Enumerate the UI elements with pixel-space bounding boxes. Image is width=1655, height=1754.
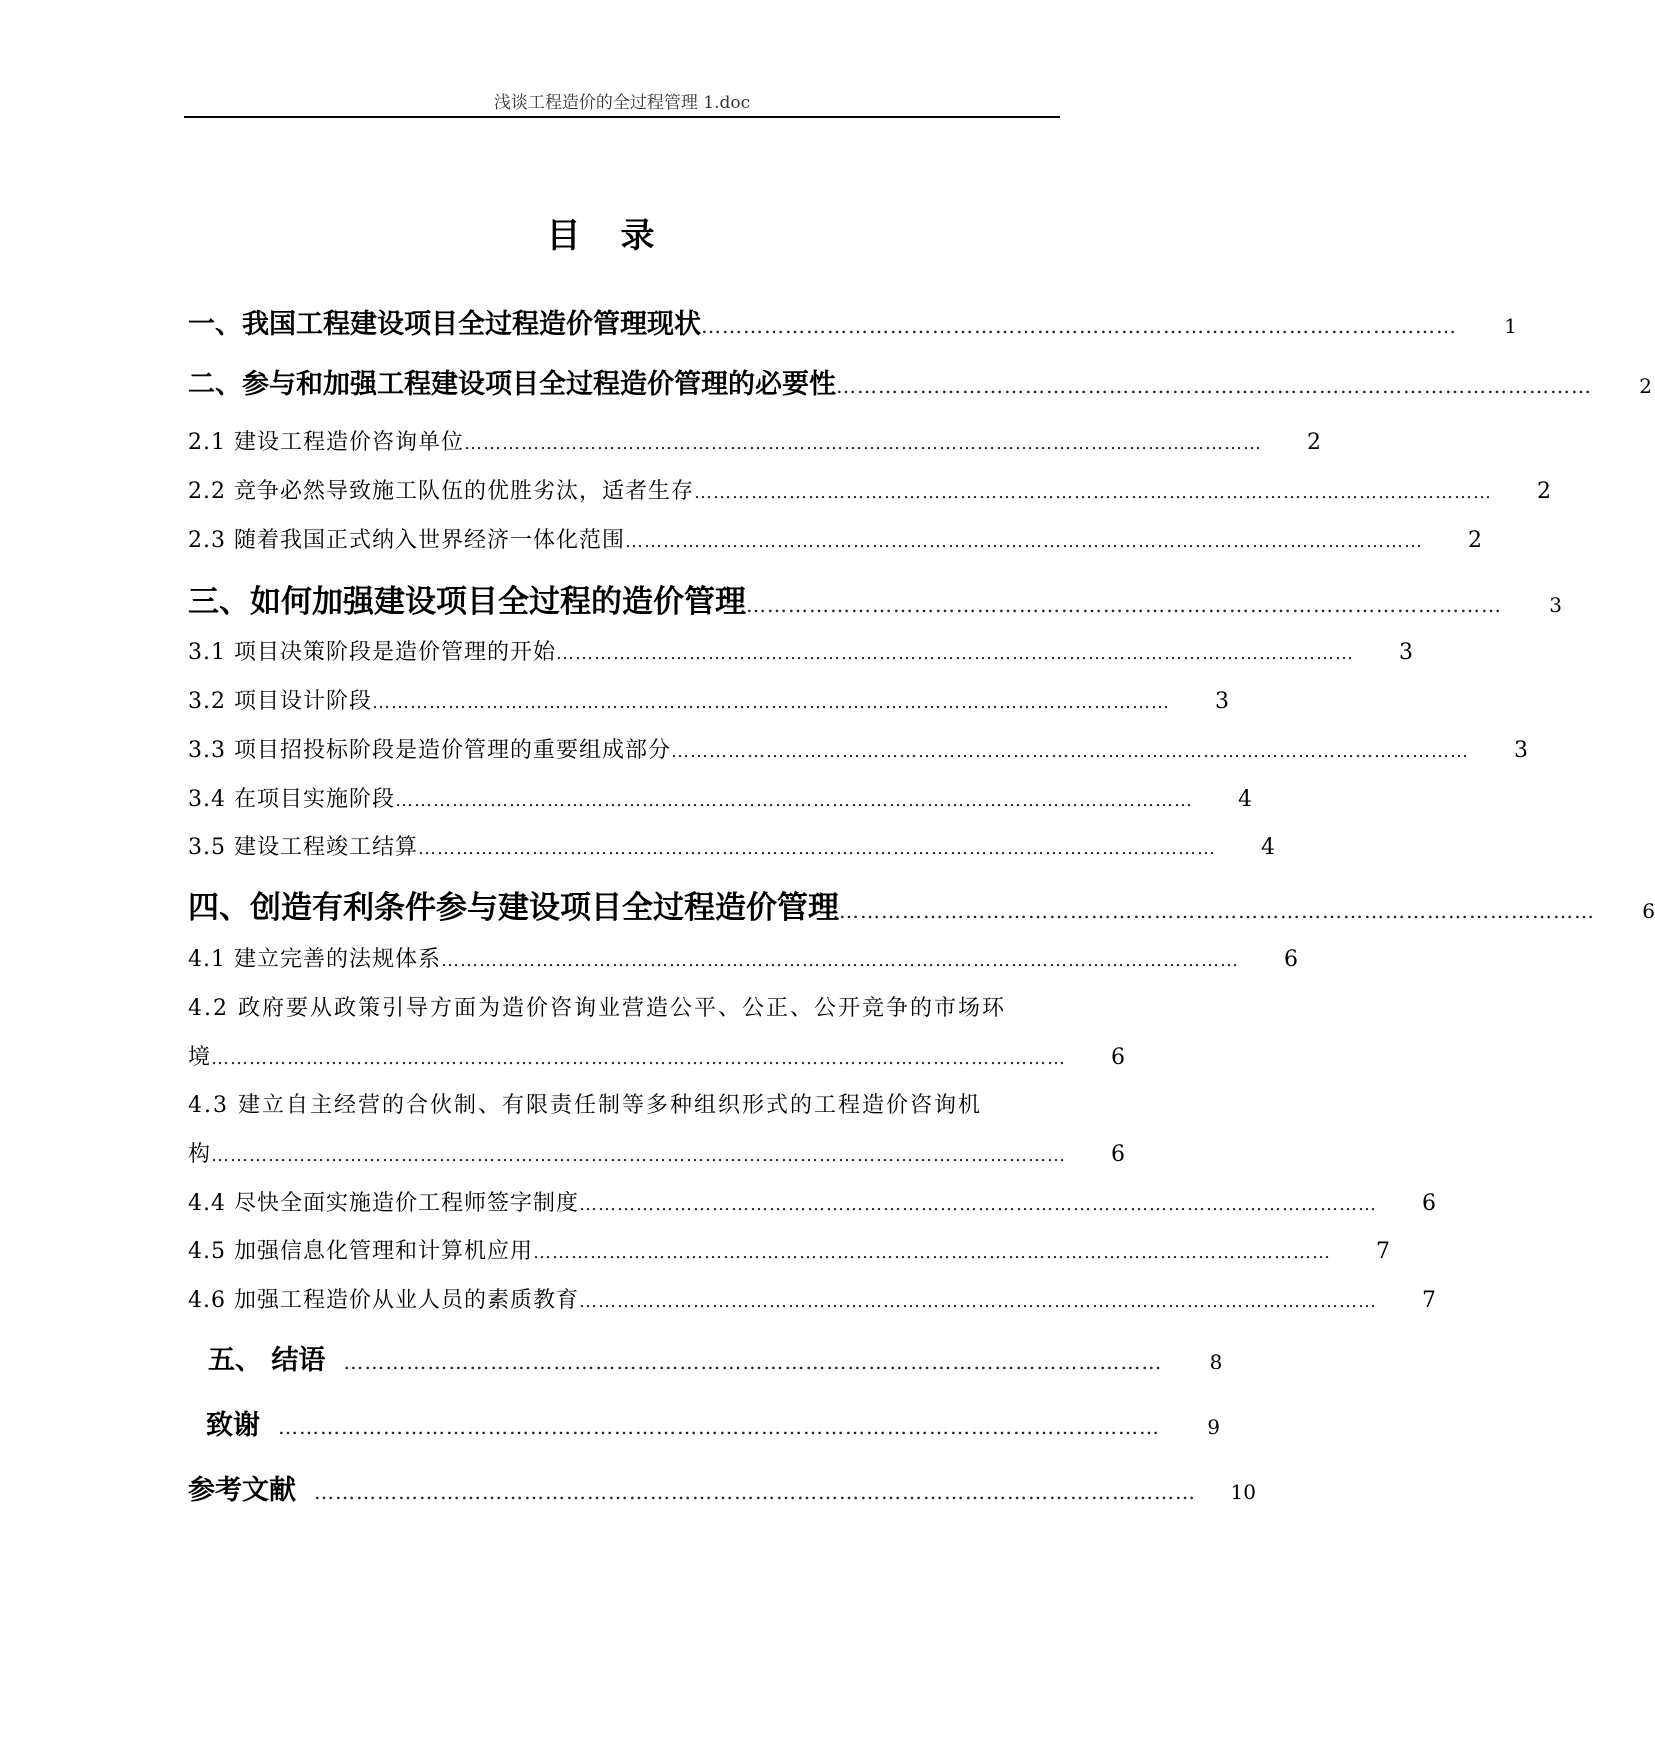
toc-page-number: 6 — [1111, 1142, 1127, 1167]
toc-leader-dots: ……………………………………………………………………………………………………………………… — [211, 1048, 1067, 1069]
toc-entry-section-3-5[interactable] — [188, 830, 1276, 861]
toc-entry-section-3-1[interactable] — [188, 635, 1414, 666]
toc-entry-section-4-2-line1[interactable]: 4.2 政府要从政策引导方面为造价咨询业营造公平、公正、公开竞争的市场环 — [188, 996, 1006, 1021]
toc-entry-section-4-3[interactable] — [188, 1137, 1127, 1168]
toc-entry-label: 3.3 项目招投标阶段是造价管理的重要组成部分 — [188, 738, 671, 763]
toc-entry-label: 参考文献 — [188, 1475, 296, 1506]
toc-entry-section-2-2[interactable] — [188, 474, 1552, 505]
toc-leader-dots: ……………………………………………………………………………………………… — [746, 593, 1502, 617]
toc-entry-section-4-4[interactable] — [188, 1186, 1437, 1217]
toc-leader-dots: ……………………………………………………………………………………………………………… — [532, 1242, 1331, 1263]
toc-entry-section-4-1[interactable] — [188, 942, 1299, 973]
toc-entry-label: 二、参与和加强工程建设项目全过程造价管理的必要性 — [188, 369, 836, 400]
toc-page-number: 6 — [1111, 1045, 1127, 1070]
page-title: 目录 — [546, 216, 695, 256]
toc-page-number: 10 — [1230, 1480, 1256, 1504]
toc-entry-label: 三、如何加强建设项目全过程的造价管理 — [188, 584, 746, 620]
toc-entry-label: 4.6 加强工程造价从业人员的素质教育 — [188, 1288, 579, 1313]
toc-entry-section-4[interactable] — [188, 882, 1655, 927]
toc-page-number: 2 — [1306, 430, 1322, 455]
document-header-title: 浅谈工程造价的全过程管理 1.doc — [493, 93, 751, 113]
toc-entry-label: 四、创造有利条件参与建设项目全过程造价管理 — [188, 890, 839, 926]
toc-leader-dots: ……………………………………………………………………………………………………………… — [394, 790, 1193, 811]
toc-page-number: 2 — [1639, 374, 1652, 398]
toc-entry-section-2-3[interactable] — [188, 523, 1483, 554]
toc-page-number: 6 — [1283, 947, 1299, 972]
toc-leader-dots: ……………………………………………………………………………………………………………… — [440, 950, 1239, 971]
toc-page-number: 7 — [1421, 1288, 1437, 1313]
toc-entry-label: 一、我国工程建设项目全过程造价管理现状 — [188, 309, 701, 340]
toc-leader-dots: ……………………………………………………………………………………………………………… — [555, 643, 1354, 664]
toc-entry-label: 2.2 竞争必然导致施工队伍的优胜劣汰，适者生存 — [188, 479, 694, 504]
toc-leader-dots: ……………………………………………………………………………………………………………………… — [211, 1145, 1067, 1166]
toc-page-number: 4 — [1260, 835, 1276, 860]
toc-entry-label: 3.4 在项目实施阶段 — [188, 787, 395, 812]
toc-leader-dots: ……………………………………………………………………………………………………………… — [463, 433, 1262, 454]
toc-page-number: 9 — [1207, 1415, 1220, 1439]
toc-entry-label: 境 — [188, 1045, 212, 1070]
toc-entry-section-4-2[interactable] — [188, 1040, 1127, 1071]
toc-entry-label: 3.5 建设工程竣工结算 — [188, 835, 418, 860]
toc-leader-dots: ……………………………………………………………………………………………………………… — [278, 1415, 1160, 1439]
toc-leader-dots: ……………………………………………………………………………………………… — [839, 899, 1595, 923]
toc-page-number: 8 — [1209, 1350, 1223, 1374]
toc-entry-label: 构 — [188, 1142, 212, 1167]
toc-entry-acknowledgements[interactable] — [206, 1403, 1220, 1442]
toc-page-number: 6 — [1642, 899, 1655, 923]
toc-page-number: 1 — [1504, 314, 1517, 338]
document-header — [184, 88, 1060, 118]
toc-entry-conclusion[interactable] — [208, 1338, 1223, 1377]
toc-leader-dots: ……………………………………………………………………………………………………………… — [670, 741, 1469, 762]
toc-page-number: 2 — [1536, 479, 1552, 504]
toc-entry-section-3-3[interactable] — [188, 733, 1529, 764]
toc-page-number: 2 — [1467, 528, 1483, 553]
toc-entry-section-4-3-line1[interactable]: 4.3 建立自主经营的合伙制、有限责任制等多种组织形式的工程造价咨询机 — [188, 1093, 982, 1118]
toc-entry-label: 致谢 — [206, 1410, 260, 1441]
toc-leader-dots: ……………………………………………………………………………………………… — [701, 314, 1457, 338]
toc-entry-references[interactable] — [188, 1468, 1256, 1507]
toc-page-number: 3 — [1398, 640, 1414, 665]
toc-entry-section-4-5[interactable] — [188, 1234, 1391, 1265]
toc-page-number: 3 — [1549, 593, 1562, 617]
toc-entry-label: 4.5 加强信息化管理和计算机应用 — [188, 1239, 533, 1264]
toc-entry-section-3-4[interactable] — [188, 782, 1253, 813]
toc-entry-label: 3.1 项目决策阶段是造价管理的开始 — [188, 640, 556, 665]
toc-entry-section-4-6[interactable] — [188, 1283, 1437, 1314]
toc-page-number: 6 — [1421, 1191, 1437, 1216]
toc-leader-dots: ……………………………………………………………………………………………………………… — [371, 692, 1170, 713]
toc-leader-dots: ……………………………………………………………………………………………………… — [343, 1350, 1163, 1374]
toc-leader-dots: ……………………………………………………………………………………………………………… — [624, 531, 1423, 552]
toc-entry-label: 3.2 项目设计阶段 — [188, 689, 372, 714]
toc-entry-label: 五、 结语 — [208, 1345, 326, 1376]
toc-entry-label: 4.1 建立完善的法规体系 — [188, 947, 441, 972]
toc-page-number: 3 — [1214, 689, 1230, 714]
toc-entry-label: 4.4 尽快全面实施造价工程师签字制度 — [188, 1191, 579, 1216]
toc-entry-section-3[interactable] — [188, 576, 1562, 621]
toc-leader-dots: ……………………………………………………………………………………………………………… — [578, 1194, 1377, 1215]
toc-page-number: 7 — [1375, 1239, 1391, 1264]
toc-leader-dots: ……………………………………………………………………………………………………………… — [693, 482, 1492, 503]
toc-page-number: 4 — [1237, 787, 1253, 812]
toc-entry-section-2-1[interactable] — [188, 425, 1322, 456]
toc-leader-dots: ……………………………………………………………………………………………… — [836, 374, 1592, 398]
toc-entry-section-2[interactable] — [188, 362, 1652, 401]
toc-entry-label: 2.3 随着我国正式纳入世界经济一体化范围 — [188, 528, 625, 553]
toc-page-number: 3 — [1513, 738, 1529, 763]
toc-entry-section-1[interactable] — [188, 302, 1517, 341]
toc-leader-dots: ……………………………………………………………………………………………………………… — [417, 838, 1216, 859]
toc-leader-dots: ……………………………………………………………………………………………………………… — [578, 1291, 1377, 1312]
toc-entry-section-3-2[interactable] — [188, 684, 1230, 715]
toc-leader-dots: ……………………………………………………………………………………………………………… — [314, 1480, 1196, 1504]
toc-entry-label: 2.1 建设工程造价咨询单位 — [188, 430, 464, 455]
